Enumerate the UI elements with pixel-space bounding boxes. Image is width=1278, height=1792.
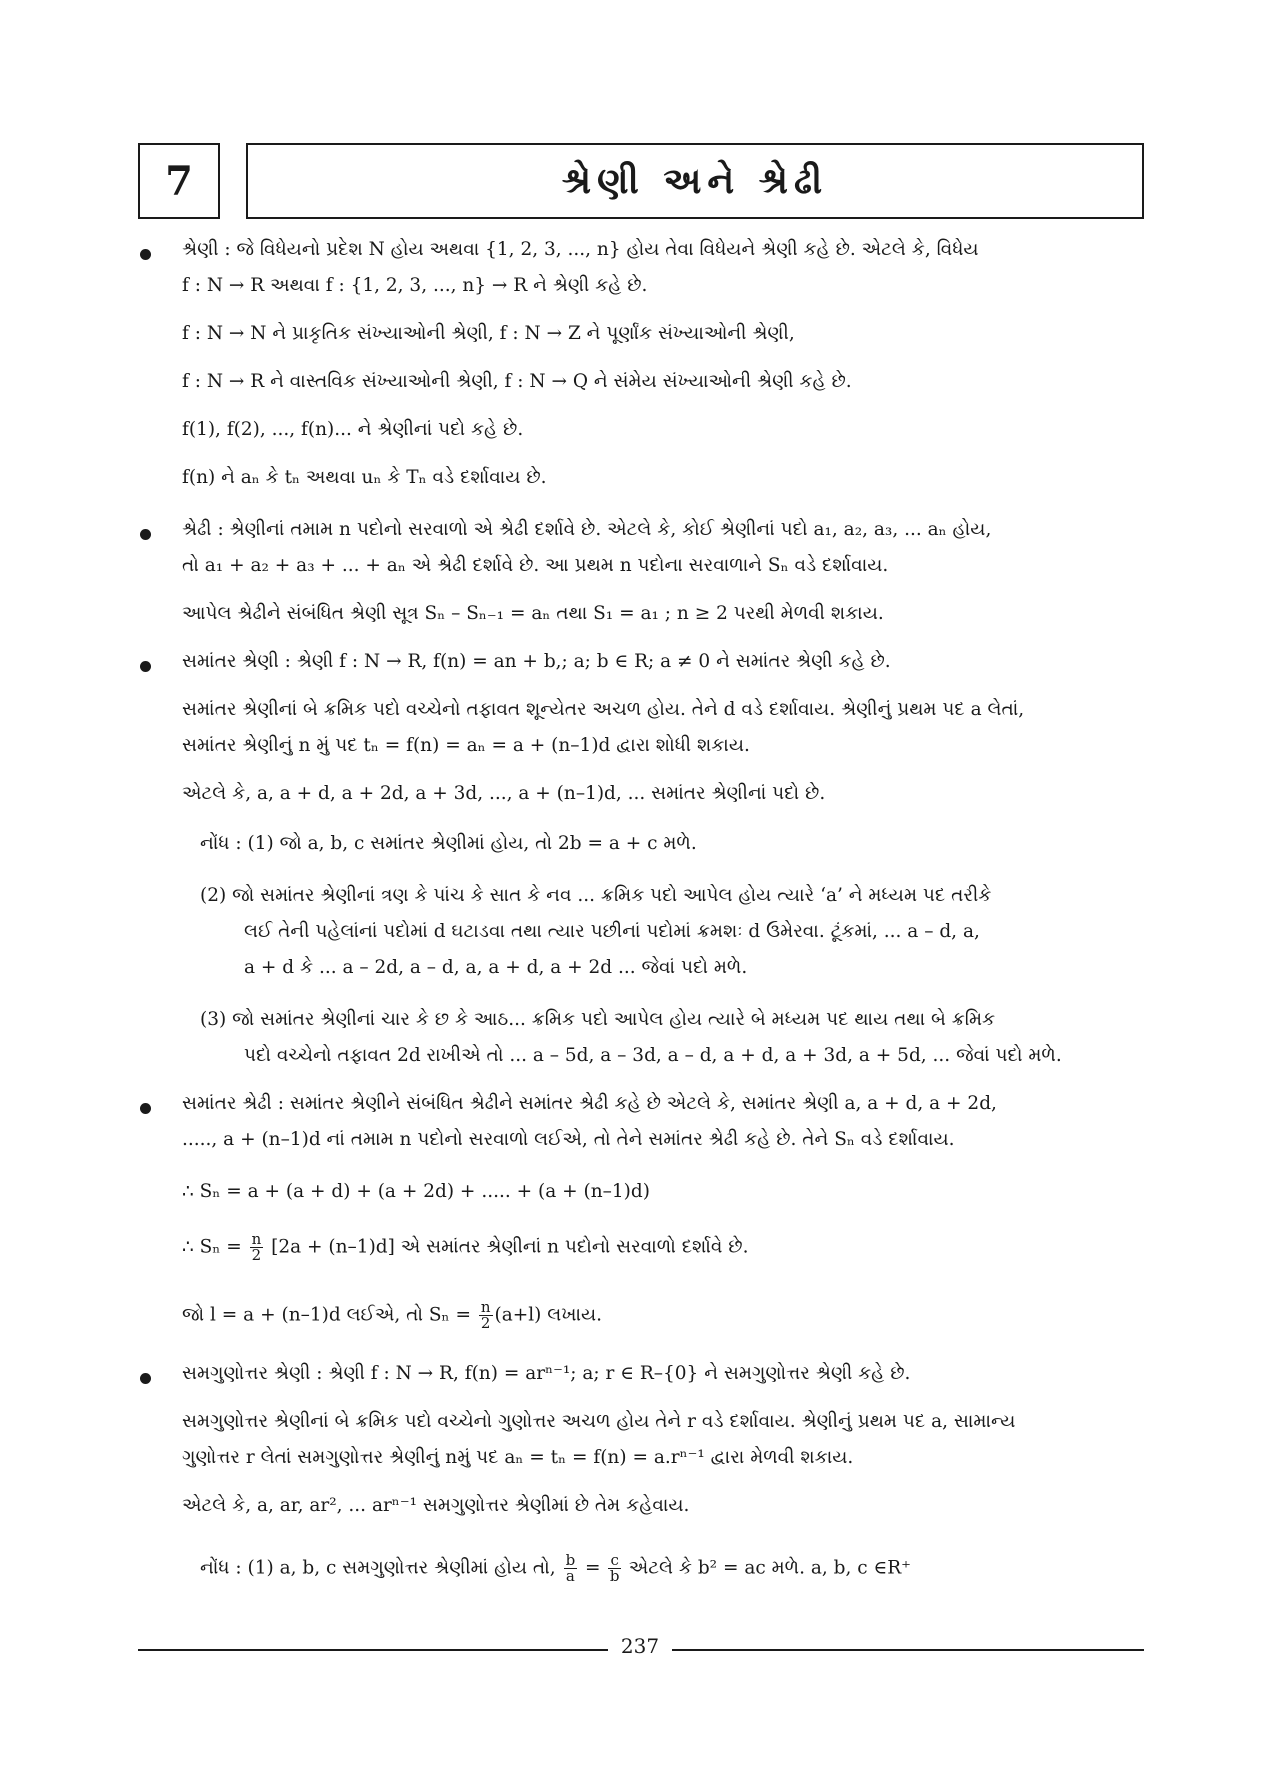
bullet-icon bbox=[140, 249, 151, 260]
text-line: સમાંતર શ્રેણી : શ્રેણી f : N → R, f(n) = an + b,; a; b ∈ R; a ≠ 0 ને સમાંતર શ્રેણી કહે છે. bbox=[182, 651, 891, 672]
text-line: સમગુણોત્તર શ્રેણી : શ્રેણી f : N → R, f(n) = arⁿ⁻¹; a; r ∈ R–{0} ને સમગુણોત્તર શ્રેણી કહે છે. bbox=[182, 1363, 911, 1384]
note-line: નોંધ : (1) જો a, b, c સમાંતર શ્રેણીમાં હોય, તો 2b = a + c મળે. bbox=[200, 833, 697, 854]
fraction bbox=[608, 1553, 620, 1584]
text-line: f(n) ને aₙ કે tₙ અથવા uₙ કે Tₙ વડે દર્શાવાય છે. bbox=[182, 467, 547, 488]
fraction-numerator: b bbox=[565, 1551, 576, 1569]
text-line: તો a₁ + a₂ + a₃ + ... + aₙ એ શ્રેઢી દર્શાવે છે. આ પ્રથમ n પદોના સરવાળાને Sₙ વડે દર્શાવાય. bbox=[182, 555, 889, 576]
note-line: (3) જો સમાંતર શ્રેણીનાં ચાર કે છ કે આઠ... ક્રમિક પદો આપેલ હોય ત્યારે બે મધ્યમ પદ થાય તથા બે ક્રમિક bbox=[200, 1009, 996, 1030]
formula-line: ∴ Sₙ = a + (a + d) + (a + 2d) + ..... + (a + (n–1)d) bbox=[182, 1181, 650, 1202]
footer-rule-left bbox=[138, 1649, 608, 1651]
note-line: (2) જો સમાંતર શ્રેણીનાં ત્રણ કે પાંચ કે સાત કે નવ ... ક્રમિક પદો આપેલ હોય ત્યારે ‘a’ ને મધ્યમ પદ તરીકે bbox=[200, 885, 992, 906]
text-line: ....., a + (n–1)d નાં તમામ n પદોનો સરવાળો લઈએ, તો તેને સમાંતર શ્રેઢી કહે છે. તેને Sₙ વડે દર્શાવાય. bbox=[182, 1129, 955, 1150]
text-line: f(1), f(2), ..., f(n)... ને શ્રેણીનાં પદો કહે છે. bbox=[182, 419, 524, 440]
fraction-denominator: a bbox=[565, 1567, 575, 1585]
text-line: એટલે કે, a, a + d, a + 2d, a + 3d, ..., a + (n–1)d, ... સમાંતર શ્રેણીનાં પદો છે. bbox=[182, 783, 826, 804]
note-text: = bbox=[579, 1557, 607, 1579]
text-line: f : N → N ને પ્રાકૃતિક સંખ્યાઓની શ્રેણી, f : N → Z ને પૂર્ણાંક સંખ્યાઓની શ્રેણી, bbox=[182, 323, 795, 344]
text-line: ગુણોત્તર r લેતાં સમગુણોત્તર શ્રેણીનું nમું પદ aₙ = tₙ = f(n) = a.rⁿ⁻¹ દ્વારા મેળવી શકાય. bbox=[182, 1447, 854, 1468]
bullet-icon bbox=[140, 529, 151, 540]
text-line: શ્રેણી : જે વિધેયનો પ્રદેશ N હોય અથવા {1, 2, 3, ..., n} હોય તેવા વિધેયને શ્રેણી કહે છે. એટલે કે, વિધેય bbox=[182, 239, 979, 260]
bullet-icon bbox=[140, 1103, 151, 1114]
text-line: એટલે કે, a, ar, ar², ... arⁿ⁻¹ સમગુણોત્તર શ્રેણીમાં છે તેમ કહેવાય. bbox=[182, 1495, 690, 1516]
note-line: a + d કે ... a – 2d, a – d, a, a + d, a + 2d ... જેવાં પદો મળે. bbox=[244, 957, 748, 978]
formula-text: (a+l) લખાય. bbox=[494, 1304, 603, 1326]
fraction bbox=[564, 1553, 578, 1584]
fraction-denominator: 2 bbox=[251, 1246, 262, 1264]
footer-rule-right bbox=[672, 1649, 1144, 1651]
text-line: f : N → R અથવા f : {1, 2, 3, ..., n} → R ને શ્રેણી કહે છે. bbox=[182, 275, 648, 296]
fraction-numerator: n bbox=[480, 1298, 491, 1316]
formula-text: જો l = a + (n–1)d લઈએ, તો Sₙ = bbox=[182, 1304, 477, 1326]
fraction-numerator: c bbox=[610, 1551, 619, 1569]
note-text: નોંધ : (1) a, b, c સમગુણોત્તર શ્રેણીમાં હોય તો, bbox=[200, 1557, 562, 1579]
fraction-denominator: 2 bbox=[480, 1314, 491, 1332]
text-line: શ્રેઢી : શ્રેણીનાં તમામ n પદોનો સરવાળો એ શ્રેઢી દર્શાવે છે. એટલે કે, કોઈ શ્રેણીનાં પદો a₁, a₂, a₃, ... aₙ હોય, bbox=[182, 519, 992, 540]
text-line: સમાંતર શ્રેણીનાં બે ક્રમિક પદો વચ્ચેનો તફાવત શૂન્યેતર અચળ હોય. તેને d વડે દર્શાવાય. શ્રેણીનું પ્રથમ પદ a લેતાં, bbox=[182, 699, 1025, 720]
bullet-icon bbox=[140, 661, 151, 672]
text-line: f : N → R ને વાસ્તવિક સંખ્યાઓની શ્રેણી, f : N → Q ને સંમેય સંખ્યાઓની શ્રેણી કહે છે. bbox=[182, 371, 852, 392]
chapter-number: 7 bbox=[138, 143, 220, 219]
page-number: 237 bbox=[620, 1634, 660, 1658]
text-line: સમાંતર શ્રેણીનું n મું પદ tₙ = f(n) = aₙ = a + (n–1)d દ્વારા શોધી શકાય. bbox=[182, 735, 750, 756]
text-line: સમાંતર શ્રેઢી : સમાંતર શ્રેણીને સંબંધિત શ્રેઢીને સમાંતર શ્રેઢી કહે છે એટલે કે, સમાંતર શ્રેણી a, a + d, a + 2d, bbox=[182, 1093, 997, 1114]
fraction bbox=[479, 1300, 493, 1331]
formula-line bbox=[182, 1300, 1162, 1331]
note-text: એટલે કે b² = ac મળે. a, b, c ∈R⁺ bbox=[622, 1557, 911, 1579]
formula-text: ∴ Sₙ = bbox=[182, 1236, 248, 1258]
fraction bbox=[250, 1232, 264, 1263]
fraction-denominator: b bbox=[609, 1567, 620, 1585]
chapter-title: શ્રેણી અને શ્રેઢી bbox=[246, 143, 1144, 219]
formula-line bbox=[182, 1232, 1162, 1263]
bullet-icon bbox=[140, 1373, 151, 1384]
note-line bbox=[200, 1553, 1180, 1584]
note-line: લઈ તેની પહેલાંનાં પદોમાં d ઘટાડવા તથા ત્યાર પછીનાં પદોમાં ક્રમશઃ d ઉમેરવા. ટૂંકમાં, ... a – d, a, bbox=[244, 921, 980, 942]
note-line: પદો વચ્ચેનો તફાવત 2d રાખીએ તો ... a – 5d, a – 3d, a – d, a + d, a + 3d, a + 5d, ... જેવાં પદો મળે. bbox=[244, 1045, 1062, 1066]
text-line: આપેલ શ્રેઢીને સંબંધિત શ્રેણી સૂત્ર Sₙ – Sₙ₋₁ = aₙ તથા S₁ = a₁ ; n ≥ 2 પરથી મેળવી શકાય. bbox=[182, 603, 884, 624]
text-line: સમગુણોત્તર શ્રેણીનાં બે ક્રમિક પદો વચ્ચેનો ગુણોત્તર અચળ હોય તેને r વડે દર્શાવાય. શ્રેણીનું પ્રથમ પદ a, સામાન્ય bbox=[182, 1411, 1016, 1432]
formula-text: [2a + (n–1)d] એ સમાંતર શ્રેણીનાં n પદોનો સરવાળો દર્શાવે છે. bbox=[265, 1236, 749, 1258]
fraction-numerator: n bbox=[251, 1230, 262, 1248]
